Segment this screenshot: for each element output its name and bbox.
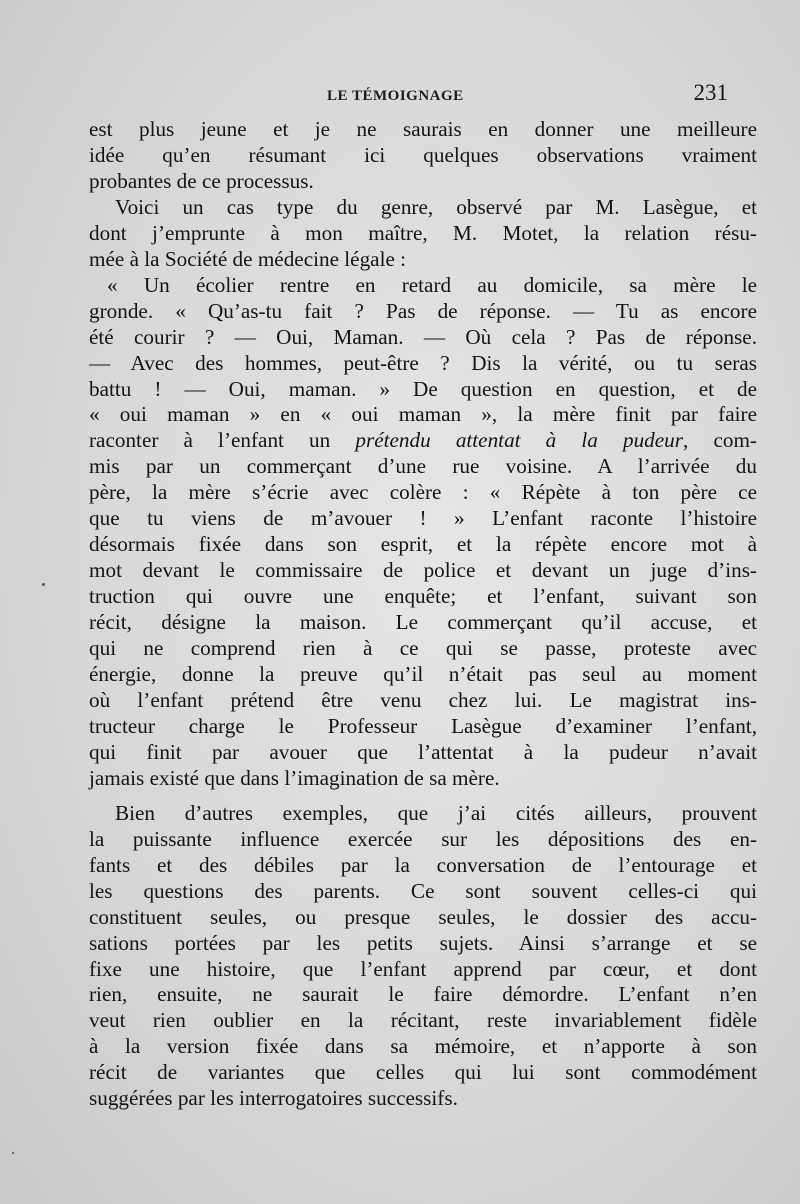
text-line: Voici un cas type du genre, observé par M. Lasègue, et: [115, 194, 757, 219]
text-line: qui ne comprend rien à ce qui se passe, proteste avec: [89, 636, 757, 661]
text-line: sations portées par les petits sujets. Ainsi s’arrange et se: [89, 930, 757, 955]
text-line: à la version fixée dans sa mémoire, et n’apporte à son: [89, 1034, 757, 1059]
text-line: dont j’emprunte à mon maître, M. Motet, la relation résu-: [89, 220, 757, 245]
text-line: la puissante influence exercée sur les dépositions des en-: [89, 826, 757, 851]
paragraph-gap: [89, 792, 757, 801]
text-line: tructeur charge le Professeur Lasègue d’examiner l’enfant,: [89, 713, 757, 738]
text-line: suggérées par les interrogatoires successifs.: [89, 1086, 458, 1111]
text-line: mot devant le commissaire de police et devant un juge d’ins-: [89, 558, 757, 583]
text-line: mis par un commerçant d’une rue voisine. A l’arrivée du: [89, 454, 757, 479]
text-line: que tu viens de m’avouer ! » L’enfant raconte l’histoire: [89, 506, 757, 531]
text-line: gronde. « Qu’as-tu fait ? Pas de réponse. — Tu as encore: [89, 298, 757, 323]
body-text: [89, 117, 757, 1112]
page-number: 231: [693, 80, 728, 105]
text-line: probantes de ce processus.: [89, 168, 314, 193]
text-line: fixe une histoire, que l’enfant apprend par cœur, et dont: [89, 956, 757, 981]
text-line: idée qu’en résumant ici quelques observations vraiment: [89, 142, 757, 167]
paper-speck: [42, 583, 45, 586]
text-fragment: raconter à l’enfant un: [89, 428, 356, 453]
text-line: jamais existé que dans l’imagination de sa mère.: [89, 765, 500, 790]
italic-phrase: prétendu attentat à la pudeur: [355, 428, 684, 453]
text-line: où l’enfant prétend être venu chez lui. Le magistrat ins-: [89, 687, 757, 712]
text-line: récit de variantes que celles qui lui sont commodément: [89, 1060, 757, 1085]
text-line: père, la mère s’écrie avec colère : « Répète à ton père ce: [89, 480, 757, 505]
text-fragment: , com-: [683, 428, 757, 453]
text-line: battu ! — Oui, maman. » De question en question, et de: [89, 376, 757, 401]
text-line: — Avec des hommes, peut-être ? Dis la vérité, ou tu seras: [89, 350, 757, 375]
text-line: fants et des débiles par la conversation de l’entourage et: [89, 852, 757, 877]
page-header: [90, 80, 730, 110]
text-line: désormais fixée dans son esprit, et la répète encore mot à: [89, 532, 757, 557]
text-line: qui finit par avouer que l’attentat à la pudeur n’avait: [89, 739, 757, 764]
text-line: est plus jeune et je ne saurais en donner une meilleure: [89, 117, 757, 141]
text-line: rien, ensuite, ne saurait le faire démordre. L’enfant n’en: [89, 982, 757, 1007]
text-line: veut rien oublier en la récitant, reste invariablement fidèle: [89, 1008, 757, 1033]
text-line: constituent seules, ou presque seules, le dossier des accu-: [89, 904, 757, 929]
text-line: [89, 428, 757, 454]
text-line: Bien d’autres exemples, que j’ai cités ailleurs, prouvent: [115, 800, 757, 825]
running-head: LE TÉMOIGNAGE: [327, 88, 464, 104]
text-line: mée à la Société de médecine légale :: [89, 246, 407, 271]
text-line: les questions des parents. Ce sont souvent celles-ci qui: [89, 878, 757, 903]
text-line: truction qui ouvre une enquête; et l’enfant, suivant son: [89, 584, 757, 609]
text-line: « oui maman » en « oui maman », la mère finit par faire: [89, 402, 757, 427]
text-line: énergie, donne la preuve qu’il n’était pas seul au moment: [89, 662, 757, 687]
text-line: récit, désigne la maison. Le commerçant qu’il accuse, et: [89, 610, 757, 635]
text-line: « Un écolier rentre en retard au domicile, sa mère le: [107, 272, 757, 297]
text-line: été courir ? — Oui, Maman. — Où cela ? Pas de réponse.: [89, 324, 757, 349]
paper-speck: [12, 1152, 14, 1154]
